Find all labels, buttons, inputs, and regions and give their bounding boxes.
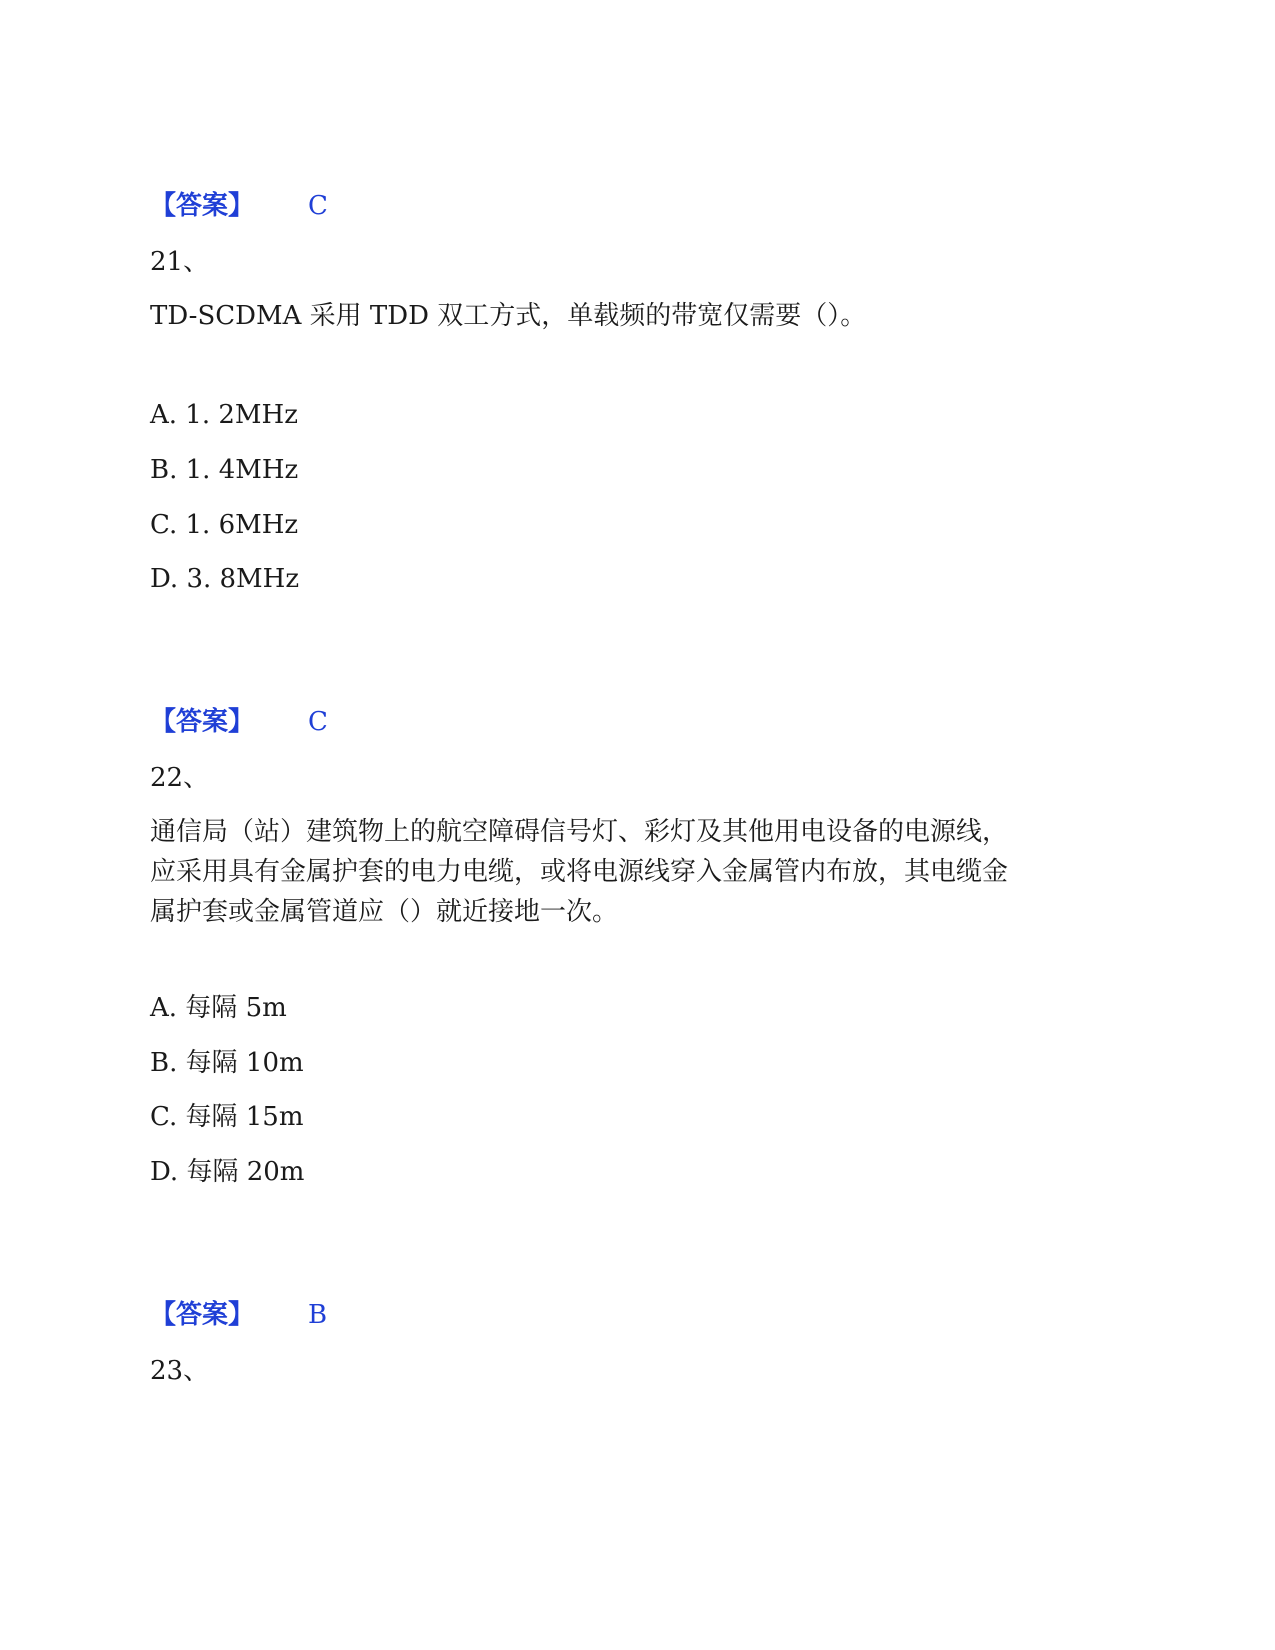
answer-value: C [308, 707, 328, 737]
answer-row-q22 [150, 1300, 450, 1330]
stem-line: 应采用具有金属护套的电力电缆，或将电源线穿入金属管内布放，其电缆金 [150, 857, 1009, 887]
question-stem-21: TD-SCDMA 采用 TDD 双工方式，单载频的带宽仅需要（）。 [150, 301, 867, 331]
option-c-21: C. 1. 6MHz [150, 510, 299, 540]
question-number-23: 23、 [150, 1356, 210, 1386]
answer-row-q21 [150, 707, 450, 737]
question-number-21: 21、 [150, 247, 210, 277]
option-d-21: D. 3. 8MHz [150, 564, 300, 594]
stem-line: 通信局（站）建筑物上的航空障碍信号灯、彩灯及其他用电设备的电源线， [150, 817, 1009, 847]
question-stem-22 [150, 812, 1110, 932]
answer-value: C [308, 191, 328, 221]
answer-row-q20 [150, 191, 450, 221]
option-a-21: A. 1. 2MHz [150, 400, 298, 430]
option-a-22: A. 每隔 5m [150, 993, 287, 1023]
option-d-22: D. 每隔 20m [150, 1157, 305, 1187]
answer-value: B [308, 1300, 328, 1330]
answer-label: 【答案】 [150, 1300, 255, 1330]
answer-label: 【答案】 [150, 191, 255, 221]
answer-label: 【答案】 [150, 707, 255, 737]
option-b-22: B. 每隔 10m [150, 1048, 304, 1078]
option-c-22: C. 每隔 15m [150, 1102, 304, 1132]
question-number-22: 22、 [150, 763, 210, 793]
option-b-21: B. 1. 4MHz [150, 455, 299, 485]
stem-line: 属护套或金属管道应（）就近接地一次。 [150, 897, 619, 927]
